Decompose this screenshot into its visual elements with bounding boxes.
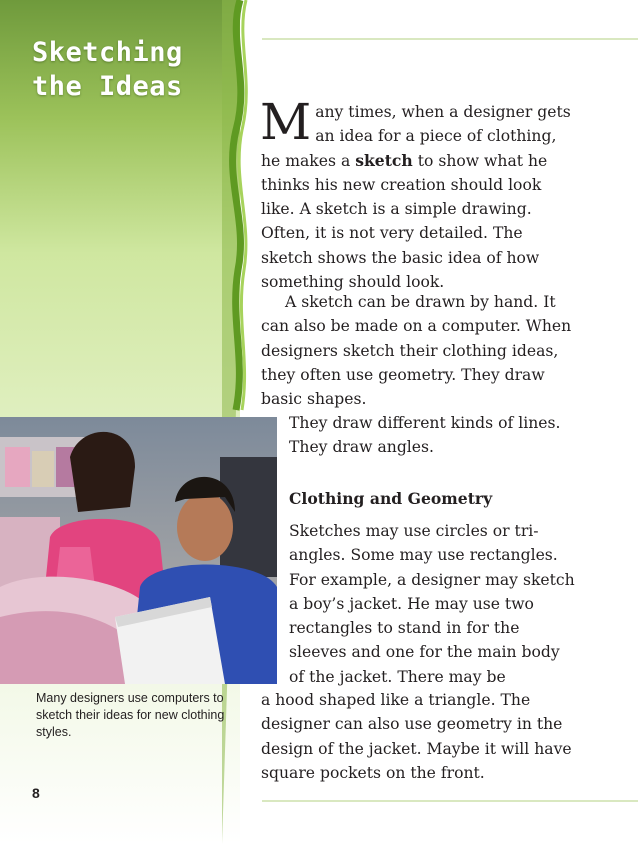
page-number: 8 (32, 785, 40, 801)
title-line: Sketching (32, 37, 183, 68)
title-line: the Ideas (32, 71, 183, 102)
intro-text-end: to show what he thinks his new creation should look like. A sketch is a simple drawing. Often, it is not very detailed. The sketch shows the basic idea of how something should look. (261, 151, 548, 292)
top-rule (262, 38, 638, 40)
intro-text-start: any times, when a designer gets an idea for a piece of clothing, he makes a (261, 103, 571, 170)
paragraph-sketch-methods (261, 290, 573, 411)
section-heading: Clothing and Geometry (289, 489, 493, 508)
paragraph-jacket: a hood shaped like a triangle. The designer can also use geometry in the design of the jacket. Maybe it will have square pockets on the front. (261, 691, 572, 782)
paragraph-intro (260, 93, 573, 294)
page-title (32, 36, 222, 104)
designers-photo (0, 417, 277, 684)
drop-cap: M (260, 93, 312, 151)
paragraph-lines-angles: They draw different kinds of lines. They draw angles. (289, 414, 561, 457)
photo-caption: Many designers use computers to sketch their ideas for new clothing styles. (36, 691, 225, 739)
paragraph-shapes: Sketches may use circles or tri-angles. Some may use rectangles. For example, a designer may sketch a boy’s jacket. He may use two rectangles to stand in for the sleeves and one for the main body of the jacket. There may be (289, 522, 575, 686)
bold-term: sketch (355, 150, 413, 170)
paragraph-sketch-methods-text: A sketch can be drawn by hand. It can also be made on a computer. When designers sketch their clothing ideas, they often use geometry. They draw basic shapes. (261, 293, 572, 409)
bottom-rule (262, 800, 638, 802)
photo-illustration (0, 417, 277, 684)
